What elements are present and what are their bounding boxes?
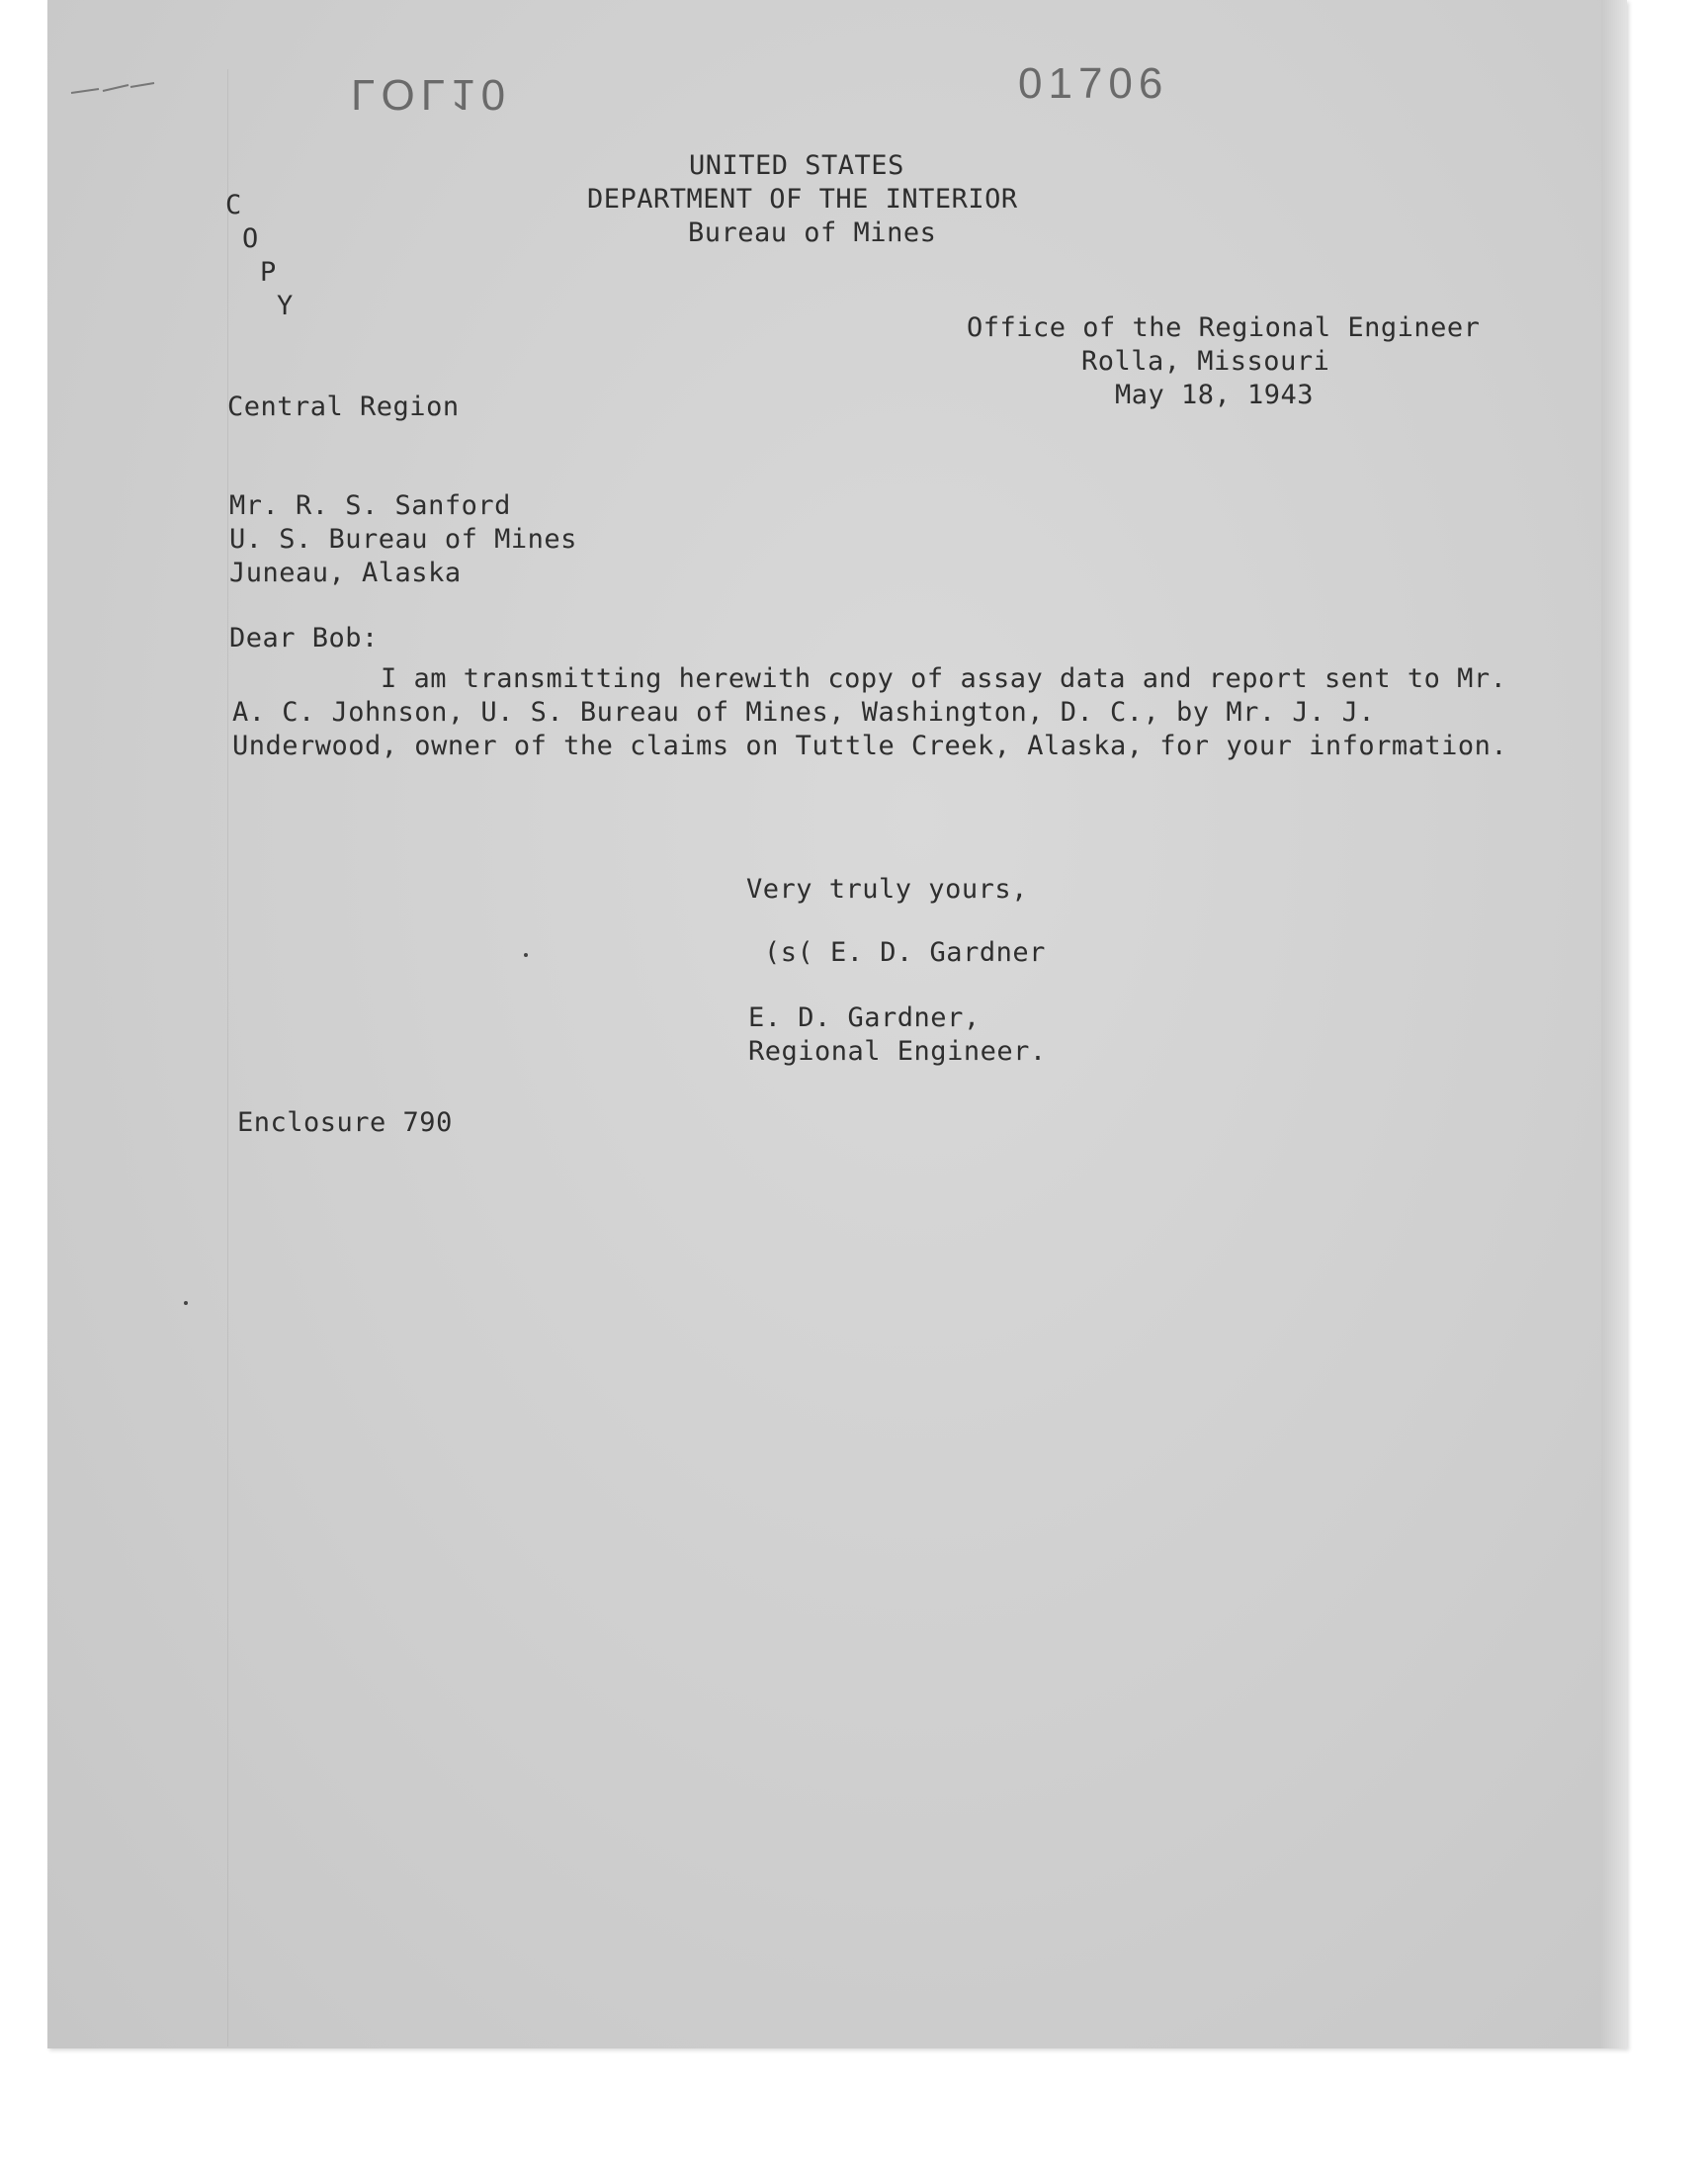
letter-date: May 18, 1943 <box>1115 380 1315 410</box>
copy-mark-p: P <box>260 257 277 288</box>
signature-line: (s( E. D. Gardner <box>764 937 1046 968</box>
signer-name: E. D. Gardner, <box>748 1002 981 1033</box>
stamp-number-right: 01706 <box>1018 59 1169 108</box>
letterhead-line3: Bureau of Mines <box>688 218 937 248</box>
copy-mark-o: O <box>242 223 259 254</box>
paper-speck <box>184 1301 188 1305</box>
recipient-org: U. S. Bureau of Mines <box>229 524 577 555</box>
signer-title: Regional Engineer. <box>748 1036 1047 1067</box>
closing: Very truly yours, <box>746 874 1028 905</box>
copy-mark-y: Y <box>277 291 294 321</box>
letter-body-paragraph: I am transmitting herewith copy of assay data and report sent to Mr. A. C. Johnson, U. S. Bureau of Mines, Washington, D. C., by Mr. J. J. Underwood, owner of the claims on Tuttle Creek, Alaska, for your information. <box>232 663 1508 761</box>
recipient-name: Mr. R. S. Sanford <box>229 490 511 521</box>
fold-line <box>227 69 228 2046</box>
letterhead-line1: UNITED STATES <box>689 150 904 181</box>
recipient-location: Juneau, Alaska <box>229 558 462 588</box>
office-line2: Rolla, Missouri <box>1081 346 1330 377</box>
letter-body <box>232 662 1517 763</box>
copy-mark-c: C <box>225 190 242 220</box>
letterhead-line2: DEPARTMENT OF THE INTERIOR <box>587 184 1018 215</box>
salutation: Dear Bob: <box>229 623 379 653</box>
stamp-number-left: LOL10 <box>351 70 512 119</box>
paper-speck <box>524 953 528 957</box>
region-label: Central Region <box>227 392 460 422</box>
pencil-mark-icon <box>69 79 158 99</box>
enclosure-note: Enclosure 790 <box>237 1107 453 1138</box>
office-line1: Office of the Regional Engineer <box>967 312 1481 343</box>
page-edge <box>1601 0 1627 2048</box>
